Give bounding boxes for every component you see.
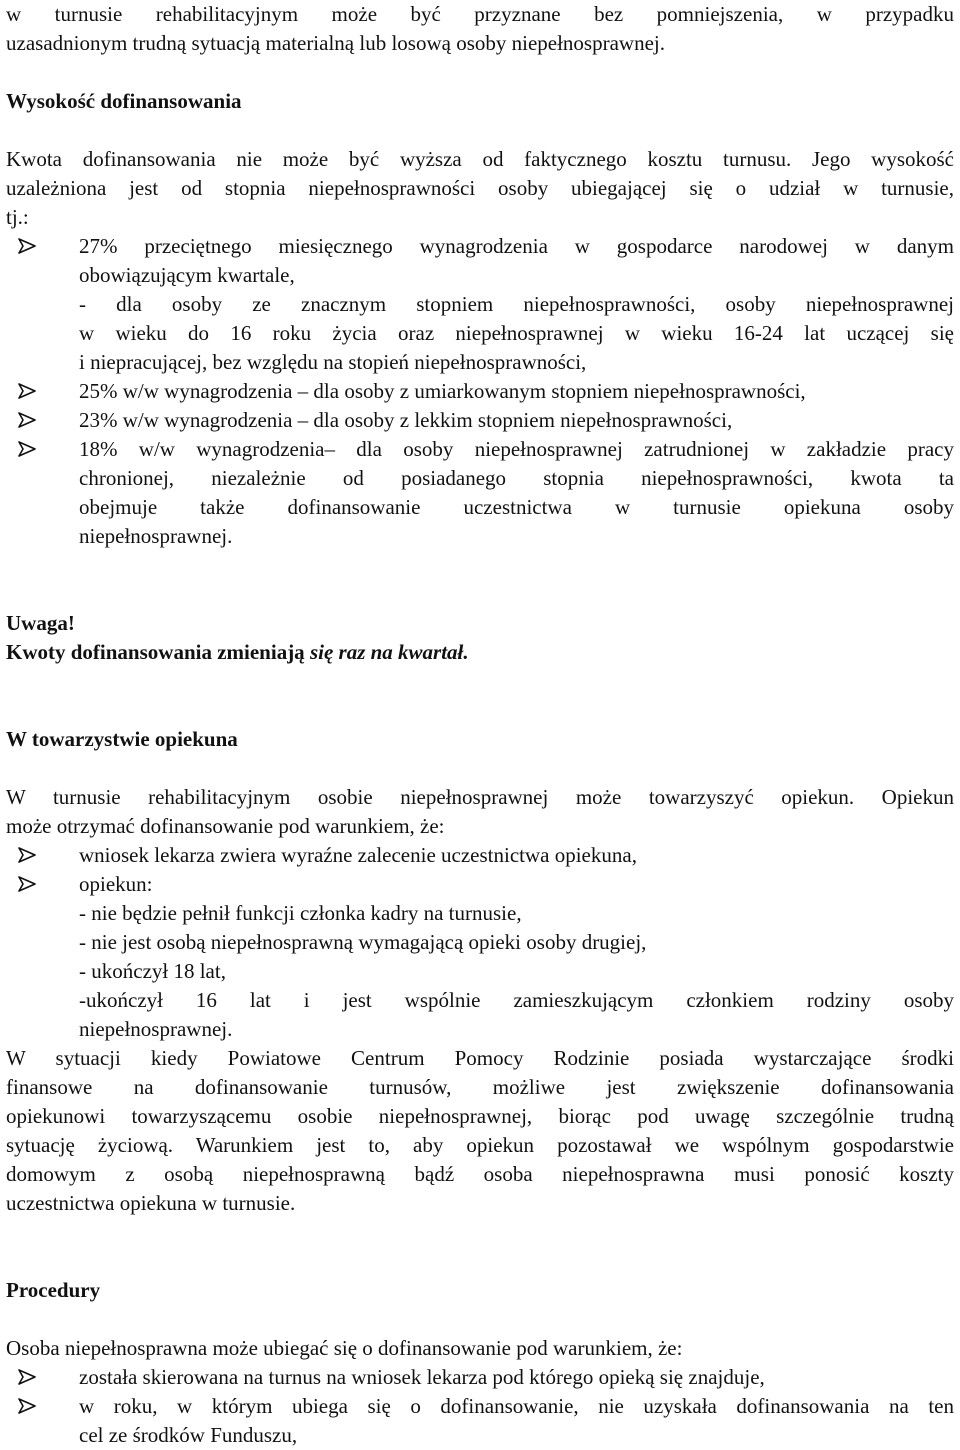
- list-item-line: została skierowana na turnus na wniosek lekarza pod którego opieką się znajduje,: [79, 1365, 765, 1389]
- arrowhead-bullet-icon: [18, 377, 42, 406]
- sub-item-line: - nie będzie pełnił funkcji członka kadry na turnusie,: [79, 901, 522, 925]
- note-text-bold-italic: się raz na kwartał.: [309, 640, 469, 664]
- list-item-line: obejmuje także dofinansowanie uczestnictwa w turnusie opiekuna osoby: [79, 495, 954, 519]
- list-item-line: 18% w/w wynagrodzenia– dla osoby niepełnosprawnej zatrudnionej w zakładzie pracy: [79, 437, 954, 461]
- list-item-line: niepełnosprawnej.: [79, 524, 233, 548]
- arrowhead-bullet-icon: [18, 870, 42, 899]
- list-item-25-percent: [6, 377, 954, 406]
- list-item-line: wniosek lekarza zwiera wyraźne zalecenie uczestnictwa opiekuna,: [79, 843, 637, 867]
- list-item-opiekun: [6, 870, 954, 1044]
- sub-item-line: -ukończył 16 lat i jest wspólnie zamieszkującym członkiem rodziny osoby: [79, 988, 954, 1012]
- section-heading-opiekun: W towarzystwie opiekuna: [6, 727, 238, 751]
- document-page: [6, 0, 954, 1450]
- list-item-18-percent: [6, 435, 954, 551]
- note-text: [6, 638, 954, 667]
- section-heading-procedury: Procedury: [6, 1278, 101, 1302]
- paragraph-continuation-line: uzasadnionym trudną sytuacją materialną lub losową osoby niepełnosprawnej.: [6, 31, 665, 55]
- list-item-23-percent: [6, 406, 954, 435]
- arrowhead-bullet-icon: [18, 435, 42, 464]
- arrowhead-bullet-icon: [18, 406, 42, 435]
- opiekun-intro-line: może otrzymać dofinansowanie pod warunkiem, że:: [6, 814, 445, 838]
- list-item-line: 23% w/w wynagrodzenia – dla osoby z lekkim stopniem niepełnosprawności,: [79, 408, 733, 432]
- opiekun-paragraph-line: domowym z osobą niepełnosprawną bądź osoba niepełnosprawna musi ponosić koszty: [6, 1162, 954, 1186]
- list-item-line: chronionej, niezależnie od posiadanego stopnia niepełnosprawności, kwota ta: [79, 466, 954, 490]
- note-label: Uwaga!: [6, 611, 75, 635]
- section-heading-wysokosc: Wysokość dofinansowania: [6, 89, 242, 113]
- list-item-line: opiekun:: [79, 872, 153, 896]
- list-item-line: 25% w/w wynagrodzenia – dla osoby z umiarkowanym stopniem niepełnosprawności,: [79, 379, 806, 403]
- list-item-line: w roku, w którym ubiega się o dofinansowanie, nie uzyskała dofinansowania na ten: [79, 1394, 954, 1418]
- arrowhead-bullet-icon: [18, 232, 42, 261]
- opiekun-paragraph-line: opiekunowi towarzyszącemu osobie niepełnosprawnej, biorąc pod uwagę szczególnie trudną: [6, 1104, 954, 1128]
- list-item-line: 27% przeciętnego miesięcznego wynagrodzenia w gospodarce narodowej w danym: [79, 234, 954, 258]
- note-text-bold: Kwoty dofinansowania zmieniają: [6, 640, 305, 664]
- list-item-skierowana: [6, 1363, 954, 1392]
- list-item-line: cel ze środków Funduszu,: [79, 1423, 298, 1447]
- arrowhead-bullet-icon: [18, 1363, 42, 1392]
- list-item-line: i niepracującej, bez względu na stopień niepełnosprawności,: [79, 350, 587, 374]
- sub-item-line: - ukończył 18 lat,: [79, 959, 226, 983]
- sub-item-line: - nie jest osobą niepełnosprawną wymagającą opieki osoby drugiej,: [79, 930, 647, 954]
- list-item-w-roku: [6, 1392, 954, 1450]
- arrowhead-bullet-icon: [18, 841, 42, 870]
- opiekun-paragraph-line: W sytuacji kiedy Powiatowe Centrum Pomocy Rodzinie posiada wystarczające środki: [6, 1046, 954, 1070]
- sub-item-line: niepełnosprawnej.: [79, 1017, 233, 1041]
- opiekun-intro-line: W turnusie rehabilitacyjnym osobie niepełnosprawnej może towarzyszyć opiekun. Opiekun: [6, 785, 954, 809]
- procedury-intro: Osoba niepełnosprawna może ubiegać się o dofinansowanie pod warunkiem, że:: [6, 1336, 683, 1360]
- opiekun-paragraph-line: finansowe na dofinansowanie turnusów, możliwe jest zwiększenie dofinansowania: [6, 1075, 954, 1099]
- list-item-line: w wieku do 16 roku życia oraz niepełnosprawnej w wieku 16-24 lat uczącej się: [79, 321, 954, 345]
- wysokosc-intro-line: Kwota dofinansowania nie może być wyższa od faktycznego kosztu turnusu. Jego wysokość: [6, 147, 954, 171]
- list-item-wniosek: [6, 841, 954, 870]
- opiekun-paragraph-line: uczestnictwa opiekuna w turnusie.: [6, 1191, 296, 1215]
- list-item-line: - dla osoby ze znacznym stopniem niepełnosprawności, osoby niepełnosprawnej: [79, 292, 954, 316]
- opiekun-paragraph-line: sytuację życiową. Warunkiem jest to, aby opiekun pozostawał we wspólnym gospodarstwie: [6, 1133, 954, 1157]
- list-item-line: obowiązującym kwartale,: [79, 263, 295, 287]
- paragraph-continuation-line: w turnusie rehabilitacyjnym może być przyznane bez pomniejszenia, w przypadku: [6, 2, 954, 26]
- wysokosc-intro-line: uzależniona jest od stopnia niepełnosprawności osoby ubiegającej się o udział w turnusie,: [6, 176, 954, 200]
- arrowhead-bullet-icon: [18, 1392, 42, 1421]
- list-item-27-percent: [6, 232, 954, 377]
- wysokosc-intro-line: tj.:: [6, 205, 29, 229]
